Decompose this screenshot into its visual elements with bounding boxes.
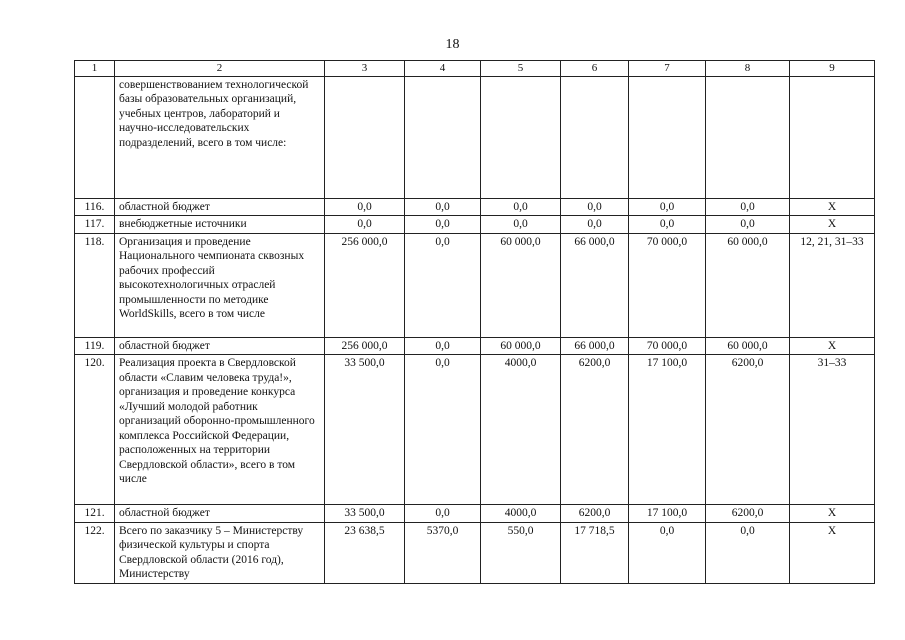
cell-total: 0,0 — [325, 216, 405, 234]
row-description: областной бюджет — [115, 505, 325, 523]
table-row — [75, 505, 875, 523]
row-description: Всего по заказчику 5 – Министерству физической культуры и спорта Свердловской области (2016 год), Министерству — [115, 522, 325, 583]
cell-year: 0,0 — [405, 337, 481, 355]
cell-year — [629, 76, 706, 198]
cell-target-refs: 12, 21, 31–33 — [790, 233, 875, 337]
cell-year: 0,0 — [561, 198, 629, 216]
cell-year: 0,0 — [405, 216, 481, 234]
cell-year — [706, 76, 790, 198]
row-description: областной бюджет — [115, 337, 325, 355]
row-number — [75, 76, 115, 198]
column-header: 7 — [629, 61, 706, 77]
row-description: областной бюджет — [115, 198, 325, 216]
cell-year: 4000,0 — [481, 505, 561, 523]
row-number: 121. — [75, 505, 115, 523]
row-number: 118. — [75, 233, 115, 337]
cell-year: 0,0 — [706, 216, 790, 234]
table-row — [75, 233, 875, 337]
cell-year: 0,0 — [629, 216, 706, 234]
cell-year: 60 000,0 — [706, 337, 790, 355]
cell-total: 33 500,0 — [325, 355, 405, 505]
row-description: Организация и проведение Национального чемпионата сквозных рабочих профессий высокотехнологичных отраслей промышленности по методике WorldSkills, всего в том числе — [115, 233, 325, 337]
cell-year: 0,0 — [405, 355, 481, 505]
row-description: внебюджетные источники — [115, 216, 325, 234]
cell-total — [325, 76, 405, 198]
cell-year: 17 718,5 — [561, 522, 629, 583]
column-header: 3 — [325, 61, 405, 77]
budget-table — [74, 60, 875, 584]
page-number: 18 — [445, 37, 460, 52]
cell-year — [481, 76, 561, 198]
table-row — [75, 355, 875, 505]
row-number: 122. — [75, 522, 115, 583]
cell-year: 4000,0 — [481, 355, 561, 505]
column-header: 4 — [405, 61, 481, 77]
cell-year — [561, 76, 629, 198]
table-row — [75, 198, 875, 216]
cell-year: 6200,0 — [561, 355, 629, 505]
column-header: 2 — [115, 61, 325, 77]
cell-year: 0,0 — [629, 522, 706, 583]
cell-year: 6200,0 — [561, 505, 629, 523]
row-number: 120. — [75, 355, 115, 505]
cell-year: 60 000,0 — [481, 233, 561, 337]
cell-year: 60 000,0 — [481, 337, 561, 355]
cell-year: 70 000,0 — [629, 337, 706, 355]
row-number: 116. — [75, 198, 115, 216]
cell-target-refs — [790, 76, 875, 198]
cell-year: 0,0 — [405, 505, 481, 523]
cell-year: 70 000,0 — [629, 233, 706, 337]
row-number: 119. — [75, 337, 115, 355]
cell-target-refs: X — [790, 198, 875, 216]
cell-year: 0,0 — [481, 216, 561, 234]
cell-year: 17 100,0 — [629, 355, 706, 505]
cell-year: 17 100,0 — [629, 505, 706, 523]
cell-year: 6200,0 — [706, 505, 790, 523]
cell-target-refs: X — [790, 216, 875, 234]
cell-year: 66 000,0 — [561, 233, 629, 337]
table-row — [75, 337, 875, 355]
table-row — [75, 76, 875, 198]
cell-year: 550,0 — [481, 522, 561, 583]
cell-year: 66 000,0 — [561, 337, 629, 355]
column-header: 1 — [75, 61, 115, 77]
header-row — [75, 61, 875, 77]
row-number: 117. — [75, 216, 115, 234]
cell-year: 0,0 — [706, 198, 790, 216]
cell-total: 0,0 — [325, 198, 405, 216]
cell-target-refs: 31–33 — [790, 355, 875, 505]
column-header: 8 — [706, 61, 790, 77]
cell-year: 0,0 — [561, 216, 629, 234]
column-header: 6 — [561, 61, 629, 77]
cell-year: 0,0 — [405, 198, 481, 216]
cell-target-refs: X — [790, 337, 875, 355]
cell-year: 0,0 — [481, 198, 561, 216]
table-row — [75, 216, 875, 234]
cell-year: 6200,0 — [706, 355, 790, 505]
cell-target-refs: X — [790, 505, 875, 523]
cell-total: 256 000,0 — [325, 233, 405, 337]
cell-total: 23 638,5 — [325, 522, 405, 583]
cell-target-refs: X — [790, 522, 875, 583]
column-header: 9 — [790, 61, 875, 77]
row-description: совершенствованием технологической базы образовательных организаций, учебных центров, лабораторий и научно-исследовательских подразделений, всего в том числе: — [115, 76, 325, 198]
table-row — [75, 522, 875, 583]
cell-year: 0,0 — [706, 522, 790, 583]
cell-year: 5370,0 — [405, 522, 481, 583]
cell-total: 33 500,0 — [325, 505, 405, 523]
cell-total: 256 000,0 — [325, 337, 405, 355]
cell-year: 60 000,0 — [706, 233, 790, 337]
cell-year: 0,0 — [405, 233, 481, 337]
column-header: 5 — [481, 61, 561, 77]
row-description: Реализация проекта в Свердловской области «Славим человека труда!», организация и проведение конкурса «Лучший молодой работник организаций оборонно-промышленного комплекса Российской Федерации, расположенных на территории Свердловской области», всего в том числе — [115, 355, 325, 505]
cell-year: 0,0 — [629, 198, 706, 216]
cell-year — [405, 76, 481, 198]
